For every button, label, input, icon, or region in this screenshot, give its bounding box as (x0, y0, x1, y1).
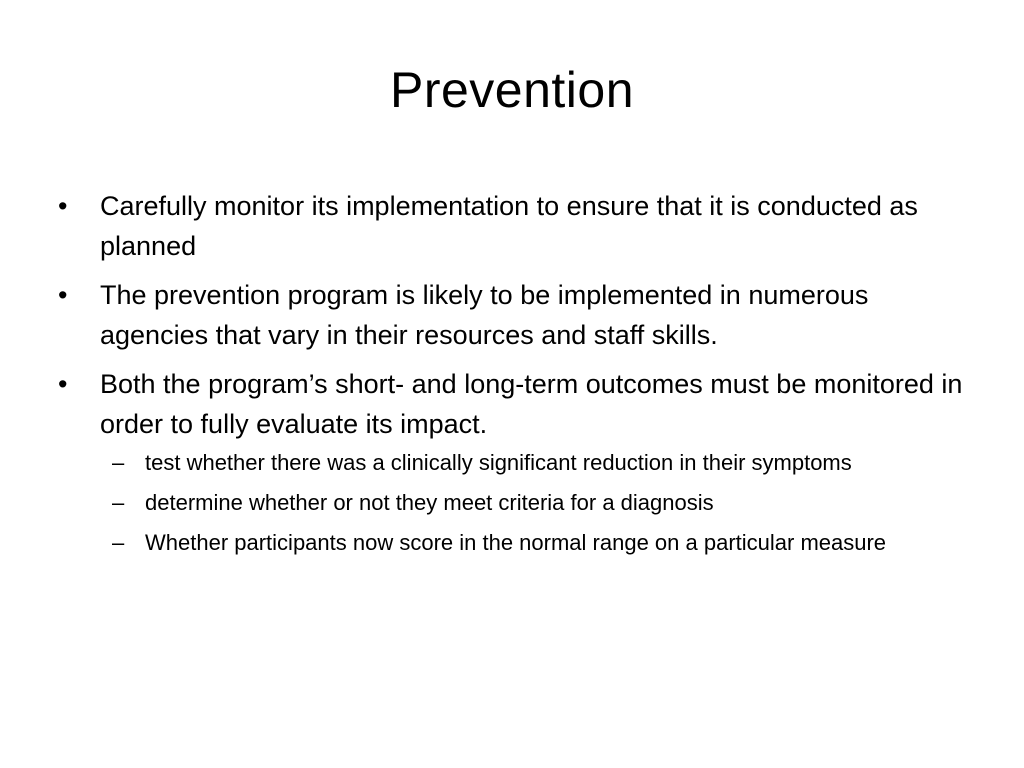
bullet-text: Carefully monitor its implementation to ensure that it is conducted as planned (100, 191, 918, 261)
bullet-icon: • (58, 369, 68, 399)
sub-bullet-text: test whether there was a clinically significant reduction in their symptoms (145, 450, 852, 475)
bullet-item (58, 364, 978, 560)
dash-icon: – (112, 530, 125, 555)
dash-icon: – (112, 490, 125, 515)
bullet-item (58, 275, 978, 355)
bullet-text: Both the program’s short- and long-term outcomes must be monitored in order to fully evaluate its impact. (100, 369, 963, 439)
bullet-list (58, 186, 978, 560)
sub-bullet-text: determine whether or not they meet criteria for a diagnosis (145, 490, 714, 515)
slide-body (58, 186, 978, 569)
sub-bullet-list (100, 446, 978, 560)
dash-icon: – (112, 450, 125, 475)
bullet-item (58, 186, 978, 266)
slide-title: Prevention (389, 62, 635, 118)
bullet-icon: • (58, 280, 68, 310)
sub-bullet-item (100, 486, 978, 520)
bullet-text: The prevention program is likely to be implemented in numerous agencies that vary in their resources and staff skills. (100, 280, 869, 350)
sub-bullet-text: Whether participants now score in the normal range on a particular measure (145, 530, 887, 555)
sub-bullet-item (100, 526, 978, 560)
bullet-icon: • (58, 191, 68, 221)
sub-bullet-item (100, 446, 978, 480)
